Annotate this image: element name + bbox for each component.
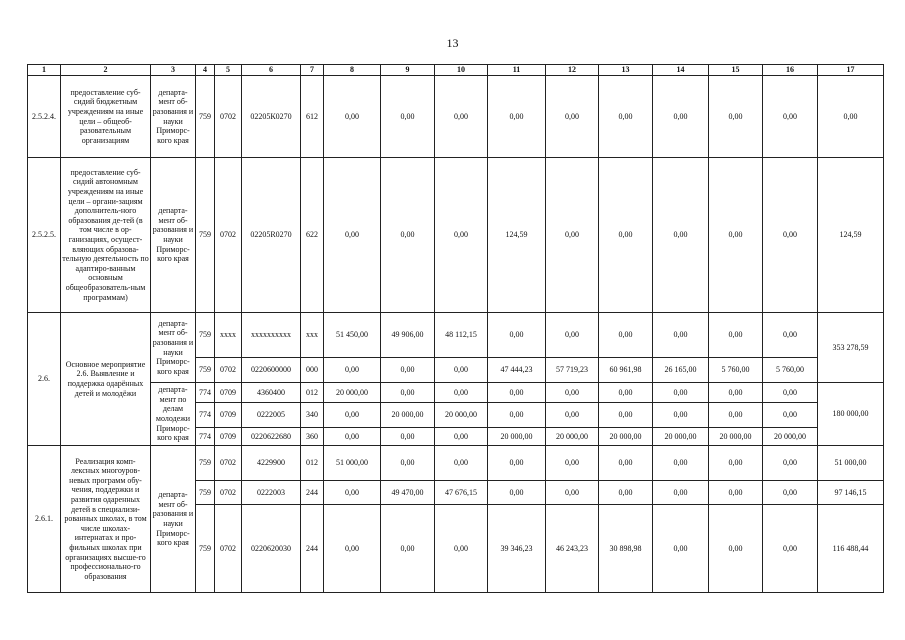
- column-header: 7: [301, 65, 324, 76]
- table-cell: 0,00: [435, 158, 488, 313]
- column-header: 4: [196, 65, 215, 76]
- table-cell: 0,00: [653, 158, 709, 313]
- table-cell: 26 165,00: [653, 358, 709, 383]
- department: департа-мент по делам молодежи Приморс-кого края: [151, 383, 196, 446]
- table-cell: 0,00: [653, 76, 709, 158]
- table-cell: 0,00: [763, 481, 818, 505]
- table-cell: 0702: [215, 158, 242, 313]
- item-name: предоставление суб-сидий автономным учреждениям на иные цели – органи-зациям дополнитель-ного образования де-тей (в том числе в ор-ганизациях, осущест-вляющих образова-тельную деятельность по адаптиро-ванным основным общеобразователь-ным программам): [61, 158, 151, 313]
- table-cell: 4229900: [242, 446, 301, 481]
- table-cell: 0,00: [324, 481, 381, 505]
- table-cell: 0,00: [546, 313, 599, 358]
- table-cell: 0,00: [599, 313, 653, 358]
- department: департа-мент об-разования и науки Приморс-кого края: [151, 446, 196, 593]
- table-cell: 0,00: [381, 428, 435, 446]
- table-cell: 0702: [215, 358, 242, 383]
- table-cell: 0,00: [599, 446, 653, 481]
- table-row: [28, 313, 884, 358]
- item-name: Реализация комп-лексных многоуров-невых программ обу-чения, поддержки и развития одаренных детей в специализи-рованных школах, в том числе школах-интернатах и про-фильных школах при организациях высше-го профессионально-го образования: [61, 446, 151, 593]
- table-cell: 759: [196, 481, 215, 505]
- table-cell: 000: [301, 358, 324, 383]
- table-cell: 0220622680: [242, 428, 301, 446]
- total-cell: 180 000,00: [818, 383, 884, 446]
- table-cell: 774: [196, 383, 215, 403]
- table-cell: 0,00: [381, 158, 435, 313]
- table-cell: 20 000,00: [546, 428, 599, 446]
- table-cell: 39 346,23: [488, 505, 546, 593]
- column-header: 13: [599, 65, 653, 76]
- table-cell: 0,00: [435, 358, 488, 383]
- table-cell: 4360400: [242, 383, 301, 403]
- table-cell: 0,00: [546, 76, 599, 158]
- table-cell: 20 000,00: [435, 403, 488, 428]
- table-cell: 0,00: [435, 76, 488, 158]
- table-cell: 60 961,98: [599, 358, 653, 383]
- table-cell: 124,59: [818, 158, 884, 313]
- table-cell: 0,00: [324, 403, 381, 428]
- table-cell: 0,00: [435, 428, 488, 446]
- table-cell: 0,00: [324, 428, 381, 446]
- column-header: 8: [324, 65, 381, 76]
- table-cell: 0,00: [546, 383, 599, 403]
- table-cell: 0,00: [599, 158, 653, 313]
- table-row: [28, 446, 884, 481]
- table-cell: 0220620030: [242, 505, 301, 593]
- row-number: 2.6.1.: [28, 446, 61, 593]
- table-cell: 20 000,00: [709, 428, 763, 446]
- column-header: 10: [435, 65, 488, 76]
- table-cell: 20 000,00: [381, 403, 435, 428]
- table-cell: 0709: [215, 383, 242, 403]
- table-cell: 0,00: [324, 158, 381, 313]
- table-cell: ххх: [301, 313, 324, 358]
- table-row: [28, 76, 884, 158]
- table-cell: 0,00: [435, 446, 488, 481]
- table-cell: 0,00: [488, 76, 546, 158]
- column-header: 17: [818, 65, 884, 76]
- table-cell: хххх: [215, 313, 242, 358]
- table-cell: 360: [301, 428, 324, 446]
- table-cell: 0,00: [763, 76, 818, 158]
- table-cell: 20 000,00: [488, 428, 546, 446]
- table-cell: 012: [301, 446, 324, 481]
- table-cell: 30 898,98: [599, 505, 653, 593]
- table-cell: 0709: [215, 403, 242, 428]
- total-cell: 353 278,59: [818, 313, 884, 383]
- table-cell: 0,00: [381, 505, 435, 593]
- table-cell: 02205R0270: [242, 158, 301, 313]
- table-cell: 20 000,00: [763, 428, 818, 446]
- table-cell: 012: [301, 383, 324, 403]
- table-cell: 0,00: [324, 76, 381, 158]
- table-cell: 774: [196, 403, 215, 428]
- table-cell: 20 000,00: [599, 428, 653, 446]
- department: департа-мент об-разования и науки Приморс-кого края: [151, 313, 196, 383]
- table-cell: 0,00: [324, 358, 381, 383]
- table-cell: 47 444,23: [488, 358, 546, 383]
- table-cell: 0,00: [546, 481, 599, 505]
- column-header: 6: [242, 65, 301, 76]
- table-cell: 759: [196, 358, 215, 383]
- column-header: 16: [763, 65, 818, 76]
- table-cell: 0702: [215, 76, 242, 158]
- table-cell: 0,00: [381, 383, 435, 403]
- page-number: 13: [446, 36, 459, 50]
- table-cell: 0,00: [488, 481, 546, 505]
- column-header: 5: [215, 65, 242, 76]
- table-cell: 51 000,00: [324, 446, 381, 481]
- table-cell: 0,00: [381, 446, 435, 481]
- table-cell: 0,00: [709, 158, 763, 313]
- table-cell: 0,00: [763, 446, 818, 481]
- table-cell: 0,00: [653, 383, 709, 403]
- table-cell: 759: [196, 76, 215, 158]
- table-cell: 244: [301, 505, 324, 593]
- table-row: [28, 383, 884, 403]
- table-cell: 0702: [215, 481, 242, 505]
- row-number: 2.5.2.5.: [28, 158, 61, 313]
- table-cell: 612: [301, 76, 324, 158]
- table-cell: 0,00: [546, 446, 599, 481]
- table-cell: 48 112,15: [435, 313, 488, 358]
- table-cell: 0220600000: [242, 358, 301, 383]
- table-cell: 0,00: [488, 446, 546, 481]
- item-name: Основное мероприятие 2.6. Выявление и поддержка одарённых детей и молодёжи: [61, 313, 151, 446]
- table-cell: 0702: [215, 446, 242, 481]
- table-cell: хххххххххх: [242, 313, 301, 358]
- table-cell: 0,00: [599, 76, 653, 158]
- table-cell: 0,00: [381, 358, 435, 383]
- table-cell: 51 000,00: [818, 446, 884, 481]
- budget-table: [27, 64, 884, 593]
- table-cell: 0,00: [488, 403, 546, 428]
- table-cell: 0,00: [324, 505, 381, 593]
- table-cell: 0,00: [709, 481, 763, 505]
- table-cell: 774: [196, 428, 215, 446]
- table-cell: 97 146,15: [818, 481, 884, 505]
- table-cell: 0222003: [242, 481, 301, 505]
- column-header: 15: [709, 65, 763, 76]
- table-cell: 5 760,00: [709, 358, 763, 383]
- table-cell: 124,59: [488, 158, 546, 313]
- table-cell: 0,00: [488, 383, 546, 403]
- table-cell: 0,00: [818, 76, 884, 158]
- table-cell: 47 676,15: [435, 481, 488, 505]
- table-cell: 0,00: [653, 446, 709, 481]
- column-header: 3: [151, 65, 196, 76]
- table-cell: 51 450,00: [324, 313, 381, 358]
- table-cell: 0,00: [763, 383, 818, 403]
- column-header: 2: [61, 65, 151, 76]
- item-name: предоставление суб-сидий бюджетным учреждениям на иные цели – общеоб-разовательным организациям: [61, 76, 151, 158]
- table-cell: 0222005: [242, 403, 301, 428]
- table-cell: 0,00: [599, 403, 653, 428]
- table-cell: 0,00: [709, 505, 763, 593]
- table-cell: 0,00: [763, 313, 818, 358]
- table-cell: 759: [196, 313, 215, 358]
- table-cell: 0,00: [763, 403, 818, 428]
- table-cell: 5 760,00: [763, 358, 818, 383]
- table-cell: 0,00: [546, 403, 599, 428]
- table-cell: 20 000,00: [653, 428, 709, 446]
- table-cell: 0,00: [763, 505, 818, 593]
- table-cell: 02205К0270: [242, 76, 301, 158]
- table-cell: 244: [301, 481, 324, 505]
- table-cell: 759: [196, 505, 215, 593]
- table-cell: 20 000,00: [324, 383, 381, 403]
- table-cell: 0,00: [546, 158, 599, 313]
- row-number: 2.5.2.4.: [28, 76, 61, 158]
- table-cell: 0,00: [653, 481, 709, 505]
- header-row: [28, 65, 884, 76]
- table-cell: 0,00: [488, 313, 546, 358]
- table-cell: 0709: [215, 428, 242, 446]
- row-number: 2.6.: [28, 313, 61, 446]
- table-cell: 0,00: [709, 313, 763, 358]
- table-cell: 0702: [215, 505, 242, 593]
- table-cell: 622: [301, 158, 324, 313]
- table-cell: 0,00: [763, 158, 818, 313]
- department: департа-мент об-разования и науки Приморс-кого края: [151, 158, 196, 313]
- table-cell: 0,00: [653, 403, 709, 428]
- table-cell: 0,00: [435, 383, 488, 403]
- table-row: [28, 158, 884, 313]
- column-header: 14: [653, 65, 709, 76]
- table-cell: 57 719,23: [546, 358, 599, 383]
- table-cell: 759: [196, 158, 215, 313]
- table-cell: 340: [301, 403, 324, 428]
- table-cell: 0,00: [709, 76, 763, 158]
- table-cell: 0,00: [599, 383, 653, 403]
- table-cell: 759: [196, 446, 215, 481]
- table-cell: 49 470,00: [381, 481, 435, 505]
- column-header: 9: [381, 65, 435, 76]
- table-cell: 0,00: [381, 76, 435, 158]
- table-cell: 46 243,23: [546, 505, 599, 593]
- table-cell: 49 906,00: [381, 313, 435, 358]
- table-cell: 0,00: [435, 505, 488, 593]
- column-header: 11: [488, 65, 546, 76]
- table-cell: 0,00: [709, 383, 763, 403]
- column-header: 12: [546, 65, 599, 76]
- table-cell: 0,00: [599, 481, 653, 505]
- table-cell: 0,00: [653, 313, 709, 358]
- table-cell: 0,00: [709, 403, 763, 428]
- table-cell: 0,00: [709, 446, 763, 481]
- table-cell: 0,00: [653, 505, 709, 593]
- table-cell: 116 488,44: [818, 505, 884, 593]
- column-header: 1: [28, 65, 61, 76]
- department: департа-мент об-разования и науки Приморс-кого края: [151, 76, 196, 158]
